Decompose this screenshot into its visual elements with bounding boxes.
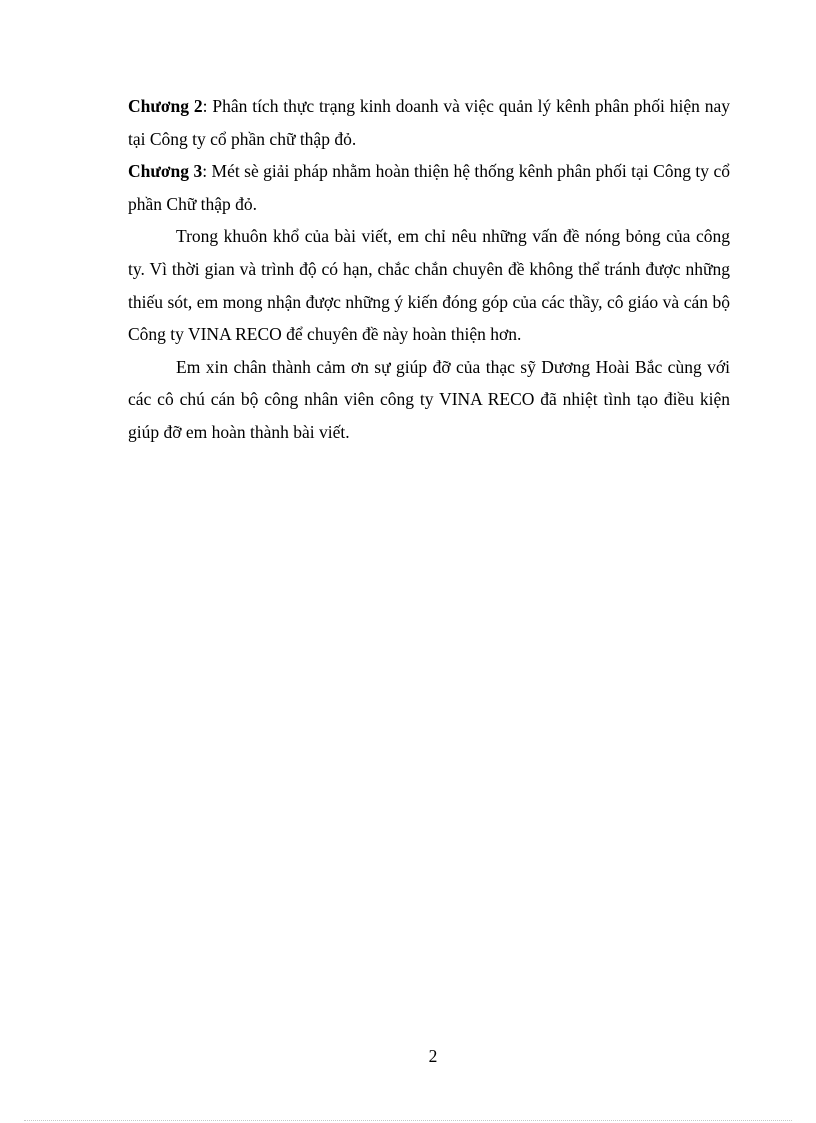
- chapter-2-line: [128, 90, 730, 155]
- chapter-2-label: Chương 2: [128, 96, 203, 116]
- scope-paragraph: Trong khuôn khổ của bài viết, em chỉ nêu những vấn đề nóng bỏng của công ty. Vì thời gian và trình độ có hạn, chắc chắn chuyên đề không thể tránh được những thiếu sót, em mong nhận được những ý kiến đóng góp của các thầy, cô giáo và cán bộ Công ty VINA RECO để chuyên đề này hoàn thiện hơn.: [128, 226, 730, 345]
- document-body: [128, 90, 730, 449]
- chapter-3-line: [128, 155, 730, 220]
- page-number: 2: [428, 1046, 438, 1066]
- thanks-paragraph: Em xin chân thành cảm ơn sự giúp đỡ của thạc sỹ Dương Hoài Bắc cùng với các cô chú cán bộ công nhân viên công ty VINA RECO đã nhiệt tình tạo điều kiện giúp đỡ em hoàn thành bài viết.: [128, 356, 730, 442]
- chapter-3-text: : Mét sè giải pháp nhằm hoàn thiện hệ thống kênh phân phối tại Công ty cổ phần Chữ thập đỏ.: [128, 161, 730, 214]
- page-bottom-border: [24, 1120, 792, 1121]
- chapter-2-text: : Phân tích thực trạng kinh doanh và việc quản lý kênh phân phối hiện nay tại Công ty cổ phần chữ thập đỏ.: [128, 96, 730, 149]
- chapter-3-label: Chương 3: [128, 161, 203, 182]
